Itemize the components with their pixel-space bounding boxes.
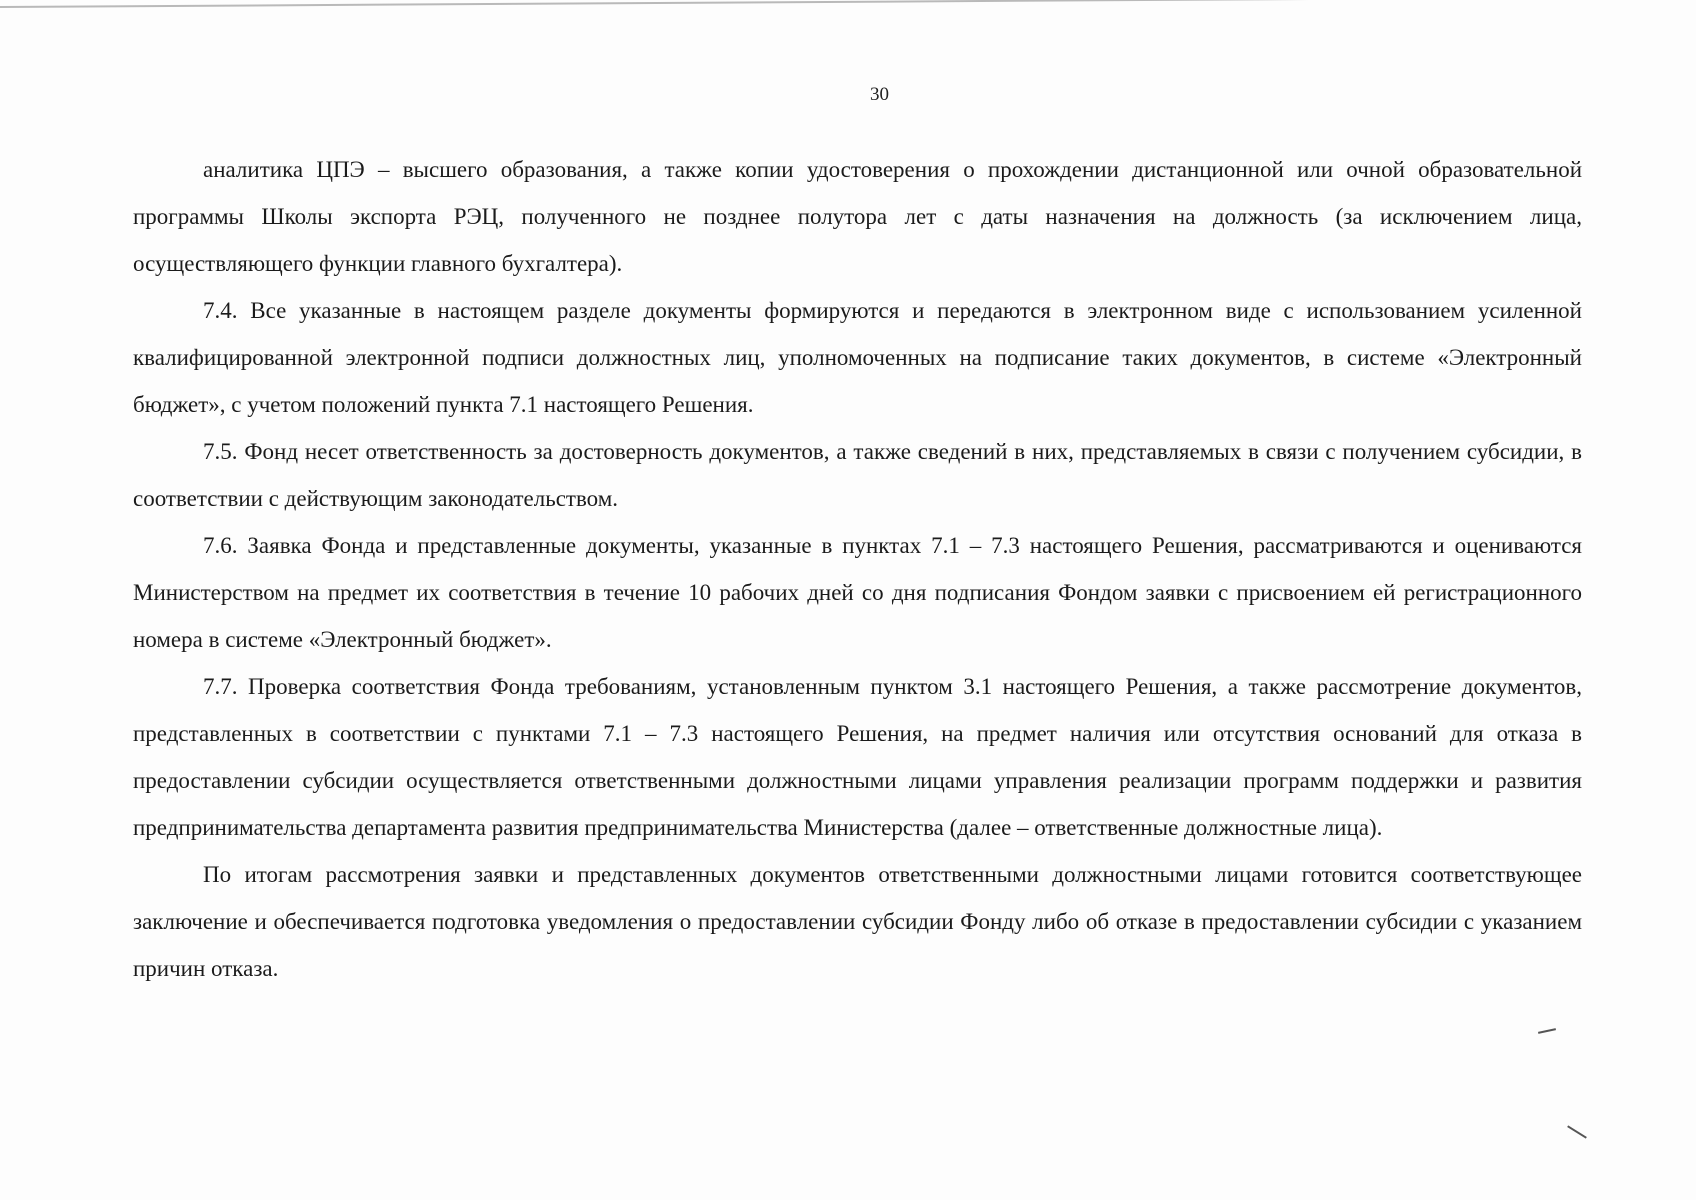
paragraph-7-7: 7.7. Проверка соответствия Фонда требованиям, установленным пунктом 3.1 настоящего Решения, а также рассмотрение документов, представленных в соответствии с пунктами 7.1 – 7.3 настоящего Решения, на предмет наличия или отсутствия оснований для отказа в предоставлении субсидии осуществляется ответственными должностными лицами управления реализации программ поддержки и развития предпринимательства департамента развития предпринимательства Министерства (далее – ответственные должностные лица). [133, 674, 1582, 840]
page-number: 30 [870, 84, 889, 105]
scan-artifact-mark [1567, 1125, 1587, 1138]
document-body [133, 146, 1582, 992]
paragraph-conclusion: По итогам рассмотрения заявки и представленных документов ответственными должностными лицами готовится соответствующее заключение и обеспечивается подготовка уведомления о предоставлении субсидии Фонду либо об отказе в предоставлении субсидии с указанием причин отказа. [133, 862, 1582, 981]
scan-artifact-mark [1538, 1028, 1556, 1034]
paragraph-7-5: 7.5. Фонд несет ответственность за достоверность документов, а также сведений в них, представляемых в связи с получением субсидии, в соответствии с действующим законодательством. [133, 439, 1582, 511]
paragraph-7-4: 7.4. Все указанные в настоящем разделе документы формируются и передаются в электронном виде с использованием усиленной квалифицированной электронной подписи должностных лиц, уполномоченных на подписание таких документов, в системе «Электронный бюджет», с учетом положений пункта 7.1 настоящего Решения. [133, 298, 1582, 417]
scan-edge-line [0, 0, 1696, 22]
paragraph-7-6: 7.6. Заявка Фонда и представленные документы, указанные в пунктах 7.1 – 7.3 настоящего Решения, рассматриваются и оцениваются Министерством на предмет их соответствия в течение 10 рабочих дней со дня подписания Фондом заявки с присвоением ей регистрационного номера в системе «Электронный бюджет». [133, 533, 1582, 652]
paragraph-continuation: аналитика ЦПЭ – высшего образования, а также копии удостоверения о прохождении дистанционной или очной образовательной программы Школы экспорта РЭЦ, полученного не позднее полутора лет с даты назначения на должность (за исключением лица, осуществляющего функции главного бухгалтера). [133, 157, 1582, 276]
